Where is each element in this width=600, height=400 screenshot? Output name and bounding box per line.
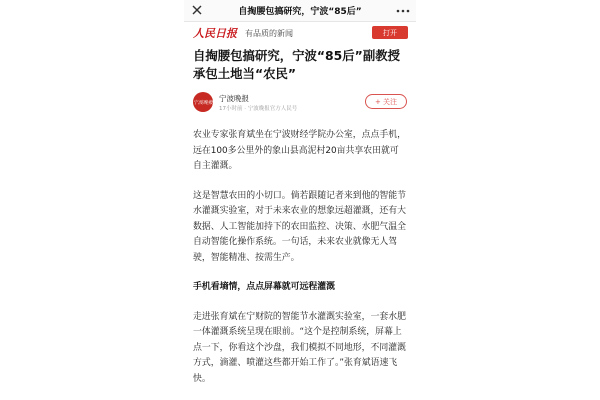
close-icon[interactable]	[190, 3, 204, 17]
section-subhead: 手机看墒情，点点屏幕就可远程灌溉	[193, 282, 335, 292]
author-name[interactable]: 宁波晚报	[219, 94, 249, 103]
browser-topbar	[184, 0, 416, 22]
paragraph: 农业专家张育斌坐在宁波财经学院办公室，点点手机，远在100多公里外的象山县高泥村20亩共享农田就可自主灌溉。	[193, 130, 406, 171]
brand-slogan: 有品质的新闻	[245, 28, 293, 38]
brand-logo: 人民日报	[193, 27, 237, 40]
article-headline: 自掏腰包搞研究，宁波“85后”副教授承包土地当“农民”	[193, 48, 400, 81]
brand-bar	[184, 22, 416, 44]
author-meta: 17小时前 · 宁波晚报官方人民号	[219, 106, 298, 112]
mobile-article-view	[184, 0, 416, 400]
open-app-button[interactable]: 打开	[372, 26, 408, 39]
author-row	[193, 92, 407, 120]
paragraph: 走进张育斌在宁财院的智能节水灌溉实验室，一套水肥一体灌溉系统呈现在眼前。“这个是控制系统，屏幕上点一下，你看这个沙盘，我们模拟不同地形，不同灌溉方式，滴灌、喷灌这些都开始工作了。”张育斌语速飞快。	[193, 311, 406, 384]
page-title: 自掏腰包搞研究，宁波“85后”	[238, 7, 362, 17]
paragraph: 这是智慧农田的小切口。倘若跟随记者来到他的智能节水灌溉实验室，对于未来农业的想象远超灌溉，还有大数据、人工智能加持下的农田监控、决策、水肥气温全自动智能化操作系统。一句话，未来农业就像无人驾驶，智能精准、按需生产。	[193, 190, 406, 263]
avatar[interactable]: 宁波晚报	[193, 92, 213, 112]
article-body	[184, 128, 416, 387]
more-icon[interactable]	[396, 9, 410, 13]
follow-button[interactable]: + 关注	[365, 94, 407, 109]
